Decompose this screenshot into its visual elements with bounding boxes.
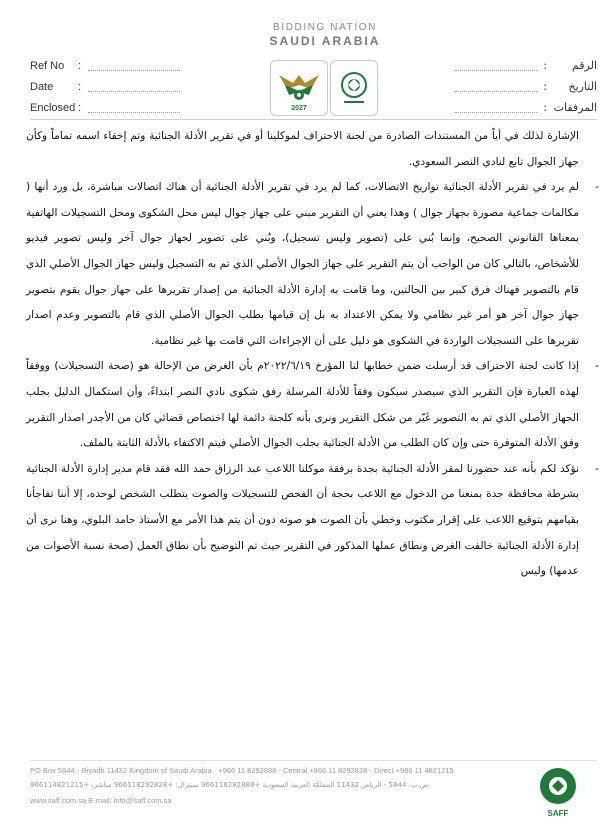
header-divider: [30, 119, 597, 120]
bullet-text: نؤكد لكم بأنه عند حضورنا لمقر الأدلة الجنائية بجدة برفقة موكلنا اللاعب عبد الرزاق حمد الله فقد قام مدير إدارة الأدلة الجنائية بشرطة محافظة جدة بمنعنا من الدخول مع اللاعب بحجة أن الفحص للتسجيلات والصوت يتطلب الشخص لوحده، إلا أننا تفاجأنا بقيامهم بتوقيع اللاعب على إقرار مكتوب وخطي بأن الصوت هو صوته دون أن يتم هذا الأمر مع الأستاذ حامد البلوي، وهنا نرى أن إدارة الأدلة الجنائية خالفت الغرض ونطاق عملها المذكور في التقرير حيث تم التوضيح بأن نطاق العمل (صحة نسبة الأصوات من عدمها) وليس: [26, 462, 579, 578]
bullet-dash: -: [595, 462, 599, 475]
date-colon: :: [78, 80, 82, 93]
bullet-dash: -: [595, 360, 599, 373]
ar-enclosed-field: [455, 97, 597, 118]
meta-fields-ar: [455, 55, 597, 118]
bidding-title-line1: BIDDING NATION: [273, 22, 377, 33]
enclosed-blank: [88, 103, 180, 113]
bullet-text: إذا كانت لجنة الاحتراف قد أرسلت ضمن خطابها لنا المؤرخ ٢٠٢٢/٦/١٩م بأن الغرض من الإحالة هو (صحة التسجيلات) ووفقاً لهذه العبارة فإن التقرير الذي سيصدر سيكون وفقاً للأدلة المرسلة رفق شكوى نادي النصر ابتداءً، وأن استكمال الدليل بجلب الجهاز الأصلي الذي تم به التصوير غَيّر من شكل التقرير ونرى بأنه كلجنة دائمة لها اختصاص قضائي كان من الأجدر اصدار التقرير وفق الأدلة المتوفرة حتى وإن كان الطلب من الأدلة الجنائية بجلب الجوال الأصلي فيتم الاكتفاء بالأدلة الثابتة بالملف.: [26, 360, 579, 450]
footer-address-en: PO Box 5844 - Riyadh 11432 Kingdom of Saudi Arabia · +966 11 8292888 - Central +966 11 8292828 - Direct +966 11 4821215: [30, 766, 454, 775]
footer-website[interactable]: www.saff.com.sa E-mail: info@saff.com.sa: [30, 796, 172, 805]
ref-no-label: Ref No: [30, 59, 65, 72]
footer-address-ar: ص.ب: 5844 - الرياض 11432 المملكة العربية السعودية +966118292888 سنترال: +966118292828 مباشر: +966114821215: [30, 781, 429, 789]
bidding-title-line2: SAUDI ARABIA: [269, 34, 381, 48]
saff-label: SAFF: [547, 809, 569, 818]
ar-date-label: التاريخ: [568, 80, 597, 93]
footer-divider: [30, 760, 597, 761]
bid-2027-logo: [270, 60, 328, 116]
ar-enclosed-colon: :: [543, 101, 547, 114]
enclosed-label: Enclosed: [30, 101, 76, 114]
ar-date-colon: :: [543, 80, 547, 93]
intro-paragraph: الإشارة لذلك في أياً من المستندات الصادرة من لجنة الاحتراف لموكلينا أو في تقرير الأدلة الجنائية وتم إخفاء اسمه تماماً وكأن جهاز الجوال تابع لنادي النصر السعودي.: [26, 130, 579, 168]
enclosed-colon: :: [78, 101, 82, 114]
bullet-dash: -: [595, 181, 599, 194]
bid-logo-year: 2027: [291, 105, 307, 112]
saff-crest-icon: [331, 61, 377, 115]
enclosed-field: [30, 97, 180, 118]
bullet-text: لم يرد في تقرير الأدلة الجنائية تواريخ الاتصالات، كما لم يرد في تقرير الأدلة الجنائية أن هناك اتصالات مباشرة، بل ورد أنها ( مكالمات جماعية مصورة بجهاز جوال ) وهذا يعني أن التقرير مبني على جهاز جوال ليس محل الشكوى ومحل التسجيلات الهاتفية بمعناها القانوني الصحيح، وإنما بُني على (تصوير وليس تسجيل)، وبُني على تصوير لجهاز جوال آخر وليس تصوير فيديو للأشخاص، بالتالي كان من الواجب أن يتم التقرير على جهاز الجوال الأصلي الذي تم به التسجيل وليس جهاز الجوال الأصلي الذي قام بالتصوير فهناك فرق كبير بين الحالتين، وما قامت به إدارة الأدلة الجنائية من إصدار تقريرها على جهاز جوال يقوم بتصوير جهاز جوال آخر هو أمر غير نظامي ولا يمكن الاعتداد به بل إن قيامها بطلب الجوال الأصلي الذي قام بالتصوير وعدم اصدار تقريرها على التسجيلات الواردة في الشكوى هو دليل على أن الإجراءات التي قامت بها غير نظامية.: [26, 181, 579, 347]
date-label: Date: [30, 80, 54, 93]
ar-date-field: [455, 76, 597, 97]
ref-no-field: [30, 55, 180, 76]
ar-enclosed-blank: [455, 103, 537, 113]
bullet-paragraph: [26, 175, 599, 354]
ref-no-colon: :: [78, 59, 82, 72]
ref-no-blank: [88, 61, 180, 71]
date-field: [30, 76, 180, 97]
letter-body: [26, 124, 599, 585]
footer-contact: [30, 766, 530, 810]
meta-fields-en: [30, 55, 180, 118]
falcon-emblem-icon: [271, 61, 327, 115]
ar-ref-label: الرقم: [571, 59, 597, 72]
saff-logo-icon: [534, 764, 582, 822]
bullet-paragraph: [26, 457, 599, 585]
federation-logo: [330, 60, 378, 116]
ar-ref-blank: [455, 61, 537, 71]
ar-ref-field: [455, 55, 597, 76]
ar-ref-colon: :: [543, 59, 547, 72]
bullet-paragraph: [26, 354, 599, 456]
ar-enclosed-label: المرفقات: [553, 101, 597, 114]
date-blank: [88, 82, 180, 92]
ar-date-blank: [455, 82, 537, 92]
bidding-title: [250, 22, 400, 48]
